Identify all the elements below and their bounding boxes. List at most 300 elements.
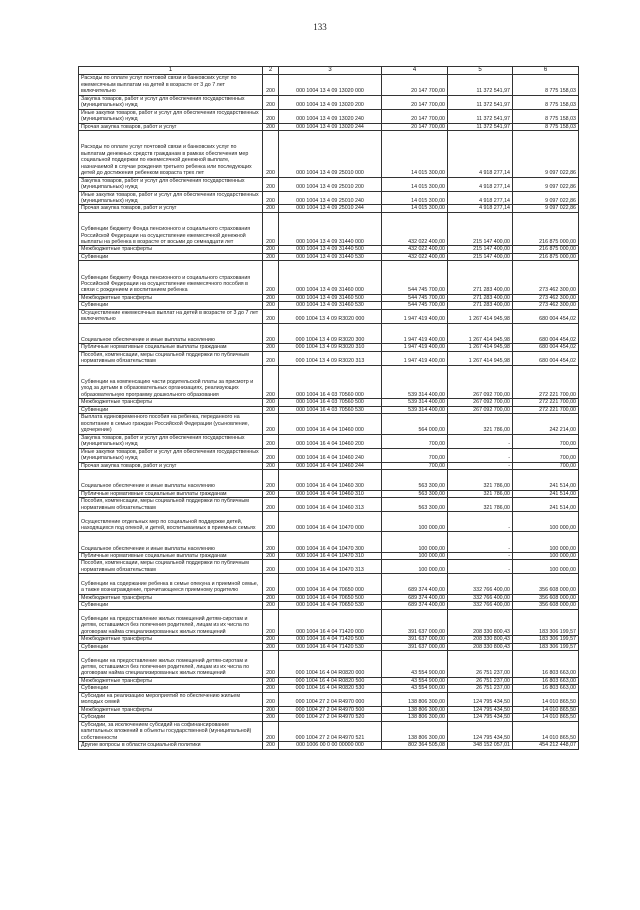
table-row — [79, 470, 579, 491]
column-header: 2 — [263, 67, 279, 75]
row-classification-code-cell: 000 1004 13 4 09 31440 000 — [279, 212, 382, 246]
row-executed-amount-cell: 1 267 414 945,98 — [448, 323, 513, 344]
row-unexecuted-amount-cell: 272 221 700,00 — [513, 399, 579, 407]
row-executed-amount-cell: 26 751 237,00 — [448, 685, 513, 693]
table-row — [79, 205, 579, 213]
row-code-cell: 200 — [263, 651, 279, 678]
table-row — [79, 511, 579, 532]
row-unexecuted-amount-cell: 700,00 — [513, 448, 579, 462]
row-executed-amount-cell: - — [448, 434, 513, 448]
row-executed-amount-cell: 267 092 700,00 — [448, 365, 513, 399]
row-classification-code-cell: 000 1004 13 4 09 13020 240 — [279, 109, 382, 123]
row-name-cell: Субвенции на предоставление жилых помещений детям-сиротам и детям, оставшимся без попечения родителей, лицам из их числа по договорам найма специализированных жилых помещений — [79, 651, 263, 678]
row-name-cell: Прочая закупка товаров, работ и услуг — [79, 205, 263, 213]
row-name-cell: Субвенции — [79, 643, 263, 651]
row-unexecuted-amount-cell: 680 004 454,02 — [513, 344, 579, 352]
row-name-cell: Субвенции — [79, 685, 263, 693]
row-executed-amount-cell: - — [448, 462, 513, 470]
row-approved-amount-cell: 14 015 300,00 — [382, 205, 448, 213]
row-executed-amount-cell: - — [448, 511, 513, 532]
row-executed-amount-cell: 321 786,00 — [448, 498, 513, 512]
row-code-cell: 200 — [263, 636, 279, 644]
row-unexecuted-amount-cell: 16 803 663,00 — [513, 651, 579, 678]
row-classification-code-cell: 000 1004 27 2 04 R4970 520 — [279, 714, 382, 722]
budget-table — [78, 66, 579, 750]
row-executed-amount-cell: - — [448, 552, 513, 560]
row-code-cell: 200 — [263, 574, 279, 595]
row-unexecuted-amount-cell: 14 010 865,50 — [513, 714, 579, 722]
row-code-cell: 200 — [263, 205, 279, 213]
row-executed-amount-cell: 321 786,00 — [448, 414, 513, 435]
table-row — [79, 714, 579, 722]
row-code-cell: 200 — [263, 560, 279, 574]
row-code-cell: 200 — [263, 692, 279, 706]
row-unexecuted-amount-cell: 356 608 000,00 — [513, 594, 579, 602]
row-executed-amount-cell: 332 766 400,00 — [448, 594, 513, 602]
row-code-cell: 200 — [263, 532, 279, 553]
table-row — [79, 191, 579, 205]
row-executed-amount-cell: 1 267 414 945,98 — [448, 351, 513, 365]
row-name-cell: Публичные нормативные социальные выплаты гражданам — [79, 344, 263, 352]
row-executed-amount-cell: 11 372 541,97 — [448, 109, 513, 123]
row-classification-code-cell: 000 1004 13 4 09 R3020 310 — [279, 344, 382, 352]
row-name-cell: Расходы по оплате услуг почтовой связи и банковских услуг по выплатам денежных средств гражданам в рамках обеспечения мер социальной поддержки по ежемесячной денежной выплате, назначаемой в случае рождения третьего ребенка или последующих детей до достижения ребенком возраста трех лет — [79, 131, 263, 178]
row-code-cell: 200 — [263, 470, 279, 491]
row-code-cell: 200 — [263, 95, 279, 109]
row-approved-amount-cell: 43 554 900,00 — [382, 651, 448, 678]
row-executed-amount-cell: 348 152 057,01 — [448, 742, 513, 750]
row-unexecuted-amount-cell: 16 803 663,00 — [513, 685, 579, 693]
row-unexecuted-amount-cell: 216 875 000,00 — [513, 212, 579, 246]
row-unexecuted-amount-cell: 183 306 199,57 — [513, 609, 579, 636]
row-executed-amount-cell: 271 283 400,00 — [448, 294, 513, 302]
row-executed-amount-cell: 208 330 800,43 — [448, 609, 513, 636]
row-unexecuted-amount-cell: 680 004 454,02 — [513, 351, 579, 365]
row-executed-amount-cell: 271 283 400,00 — [448, 261, 513, 295]
table-row — [79, 323, 579, 344]
row-approved-amount-cell: 100 000,00 — [382, 532, 448, 553]
row-approved-amount-cell: 544 745 700,00 — [382, 261, 448, 295]
row-unexecuted-amount-cell: 14 010 865,50 — [513, 692, 579, 706]
row-unexecuted-amount-cell: 273 462 300,00 — [513, 294, 579, 302]
row-name-cell: Расходы по оплате услуг почтовой связи и банковских услуг по ежемесячным выплатам на детей в возрасте от 3 до 7 лет включительно — [79, 75, 263, 96]
row-name-cell: Субвенции бюджету Фонда пенсионного и социального страхования Российской Федерации на осуществление ежемесячной денежной выплаты на ребенка в возрасте от восьми до семнадцати лет — [79, 212, 263, 246]
row-executed-amount-cell: 11 372 541,97 — [448, 75, 513, 96]
row-name-cell: Пособия, компенсации, меры социальной поддержки по публичным нормативным обязательствам — [79, 351, 263, 365]
row-unexecuted-amount-cell: 242 214,00 — [513, 414, 579, 435]
row-executed-amount-cell: 208 330 800,43 — [448, 636, 513, 644]
row-approved-amount-cell: 689 374 400,00 — [382, 594, 448, 602]
row-unexecuted-amount-cell: 700,00 — [513, 462, 579, 470]
row-unexecuted-amount-cell: 183 306 199,57 — [513, 636, 579, 644]
row-approved-amount-cell: 391 637 000,00 — [382, 609, 448, 636]
row-code-cell: 200 — [263, 742, 279, 750]
table-row — [79, 560, 579, 574]
row-name-cell: Иные закупки товаров, работ и услуг для обеспечения государственных (муниципальных) нужд — [79, 109, 263, 123]
row-unexecuted-amount-cell: 14 010 865,50 — [513, 706, 579, 714]
row-unexecuted-amount-cell: 356 608 000,00 — [513, 574, 579, 595]
row-name-cell: Субвенции на предоставление жилых помещений детям-сиротам и детям, оставшимся без попечения родителей, лицам из их числа по договорам найма специализированных жилых помещений — [79, 609, 263, 636]
row-classification-code-cell: 000 1004 16 4 04 10470 300 — [279, 532, 382, 553]
row-approved-amount-cell: 1 947 419 400,00 — [382, 323, 448, 344]
row-approved-amount-cell: 539 314 400,00 — [382, 406, 448, 414]
row-code-cell: 200 — [263, 706, 279, 714]
row-name-cell: Субсидии, за исключением субсидий на софинансирование капитальных вложений в объекты государственной (муниципальной) собственности — [79, 721, 263, 742]
row-executed-amount-cell: 124 795 434,50 — [448, 706, 513, 714]
row-classification-code-cell: 000 1004 16 4 04 10460 244 — [279, 462, 382, 470]
row-code-cell: 200 — [263, 309, 279, 323]
row-unexecuted-amount-cell: 700,00 — [513, 434, 579, 448]
row-approved-amount-cell: 14 015 300,00 — [382, 131, 448, 178]
row-classification-code-cell: 000 1004 16 4 04 10460 310 — [279, 490, 382, 498]
column-header: 4 — [382, 67, 448, 75]
row-classification-code-cell: 000 1004 27 2 04 R4970 500 — [279, 706, 382, 714]
table-row — [79, 602, 579, 610]
row-unexecuted-amount-cell: 273 462 300,00 — [513, 261, 579, 295]
table-row — [79, 490, 579, 498]
row-approved-amount-cell: 432 022 400,00 — [382, 212, 448, 246]
row-classification-code-cell: 000 1004 16 4 03 70560 000 — [279, 365, 382, 399]
row-approved-amount-cell: 20 147 700,00 — [382, 95, 448, 109]
row-classification-code-cell: 000 1004 13 4 09 31460 500 — [279, 294, 382, 302]
row-code-cell: 200 — [263, 406, 279, 414]
row-executed-amount-cell: 4 918 277,14 — [448, 205, 513, 213]
row-unexecuted-amount-cell: 454 212 448,07 — [513, 742, 579, 750]
row-name-cell: Субсидии — [79, 714, 263, 722]
row-code-cell: 200 — [263, 399, 279, 407]
row-unexecuted-amount-cell: 100 000,00 — [513, 552, 579, 560]
row-approved-amount-cell: 700,00 — [382, 434, 448, 448]
row-name-cell: Межбюджетные трансферты — [79, 706, 263, 714]
row-executed-amount-cell: - — [448, 448, 513, 462]
row-name-cell: Субвенции — [79, 253, 263, 261]
row-classification-code-cell: 000 1004 16 4 04 10460 300 — [279, 470, 382, 491]
row-name-cell: Межбюджетные трансферты — [79, 294, 263, 302]
row-approved-amount-cell: 539 314 400,00 — [382, 365, 448, 399]
row-approved-amount-cell: 20 147 700,00 — [382, 109, 448, 123]
row-executed-amount-cell: - — [448, 532, 513, 553]
row-classification-code-cell: 000 1006 00 0 00 00000 000 — [279, 742, 382, 750]
table-row — [79, 212, 579, 246]
row-approved-amount-cell: 43 554 900,00 — [382, 677, 448, 685]
row-approved-amount-cell: 563 300,00 — [382, 470, 448, 491]
table-row — [79, 677, 579, 685]
row-code-cell: 200 — [263, 643, 279, 651]
row-code-cell: 200 — [263, 609, 279, 636]
row-approved-amount-cell: 1 947 419 400,00 — [382, 344, 448, 352]
row-executed-amount-cell: 321 786,00 — [448, 490, 513, 498]
row-unexecuted-amount-cell: 9 097 022,86 — [513, 131, 579, 178]
row-code-cell: 200 — [263, 123, 279, 131]
row-code-cell: 200 — [263, 261, 279, 295]
row-executed-amount-cell: 1 267 414 945,98 — [448, 309, 513, 323]
row-approved-amount-cell: 544 745 700,00 — [382, 302, 448, 310]
table-header-row — [79, 67, 579, 75]
row-name-cell: Субвенции — [79, 302, 263, 310]
row-name-cell: Публичные нормативные социальные выплаты гражданам — [79, 552, 263, 560]
table-row — [79, 721, 579, 742]
row-unexecuted-amount-cell: 680 004 454,02 — [513, 323, 579, 344]
row-classification-code-cell: 000 1004 27 2 04 R4970 521 — [279, 721, 382, 742]
column-header: 5 — [448, 67, 513, 75]
row-code-cell: 200 — [263, 191, 279, 205]
row-approved-amount-cell: 100 000,00 — [382, 552, 448, 560]
row-code-cell: 200 — [263, 498, 279, 512]
row-executed-amount-cell: 267 092 700,00 — [448, 399, 513, 407]
row-approved-amount-cell: 1 947 419 400,00 — [382, 351, 448, 365]
row-executed-amount-cell: 124 795 434,50 — [448, 692, 513, 706]
row-executed-amount-cell: 215 147 400,00 — [448, 253, 513, 261]
row-approved-amount-cell: 138 806 300,00 — [382, 721, 448, 742]
row-approved-amount-cell: 689 374 400,00 — [382, 602, 448, 610]
row-approved-amount-cell: 564 000,00 — [382, 414, 448, 435]
table-row — [79, 609, 579, 636]
row-classification-code-cell: 000 1004 16 4 04 70650 530 — [279, 602, 382, 610]
row-approved-amount-cell: 100 000,00 — [382, 560, 448, 574]
row-code-cell: 200 — [263, 685, 279, 693]
row-code-cell: 200 — [263, 714, 279, 722]
table-row — [79, 462, 579, 470]
row-executed-amount-cell: 215 147 400,00 — [448, 212, 513, 246]
row-classification-code-cell: 000 1004 13 4 09 13020 244 — [279, 123, 382, 131]
row-name-cell: Другие вопросы в области социальной политики — [79, 742, 263, 750]
row-name-cell: Социальное обеспечение и иные выплаты населению — [79, 470, 263, 491]
row-executed-amount-cell: 11 372 541,97 — [448, 95, 513, 109]
row-code-cell: 200 — [263, 490, 279, 498]
row-executed-amount-cell: - — [448, 560, 513, 574]
row-unexecuted-amount-cell: 8 775 158,03 — [513, 95, 579, 109]
row-code-cell: 200 — [263, 302, 279, 310]
column-header: 1 — [79, 67, 263, 75]
row-classification-code-cell: 000 1004 16 4 03 70560 500 — [279, 399, 382, 407]
table-row — [79, 651, 579, 678]
row-code-cell: 200 — [263, 462, 279, 470]
table-row — [79, 399, 579, 407]
row-code-cell: 200 — [263, 552, 279, 560]
table-row — [79, 75, 579, 96]
row-unexecuted-amount-cell: 16 803 663,00 — [513, 677, 579, 685]
row-executed-amount-cell: 1 267 414 945,98 — [448, 344, 513, 352]
row-executed-amount-cell: 321 786,00 — [448, 470, 513, 491]
table-row — [79, 636, 579, 644]
row-code-cell: 200 — [263, 294, 279, 302]
row-name-cell: Субвенции — [79, 602, 263, 610]
row-name-cell: Субвенции на компенсацию части родительской платы за присмотр и уход за детьми в образовательных организациях, реализующих образовательную программу дошкольного образования — [79, 365, 263, 399]
row-approved-amount-cell: 563 300,00 — [382, 490, 448, 498]
row-classification-code-cell: 000 1004 13 4 09 31440 530 — [279, 253, 382, 261]
row-executed-amount-cell: 124 795 434,50 — [448, 721, 513, 742]
table-row — [79, 742, 579, 750]
table-row — [79, 643, 579, 651]
row-code-cell: 200 — [263, 212, 279, 246]
row-unexecuted-amount-cell: 273 462 300,00 — [513, 302, 579, 310]
row-name-cell: Межбюджетные трансферты — [79, 677, 263, 685]
row-classification-code-cell: 000 1004 13 4 09 R3020 300 — [279, 323, 382, 344]
row-name-cell: Межбюджетные трансферты — [79, 246, 263, 254]
row-name-cell: Межбюджетные трансферты — [79, 594, 263, 602]
table-row — [79, 95, 579, 109]
table-row — [79, 685, 579, 693]
row-classification-code-cell: 000 1004 13 4 09 31460 000 — [279, 261, 382, 295]
row-classification-code-cell: 000 1004 16 4 04 71420 530 — [279, 643, 382, 651]
row-code-cell: 200 — [263, 253, 279, 261]
row-name-cell: Прочая закупка товаров, работ и услуг — [79, 123, 263, 131]
row-code-cell: 200 — [263, 434, 279, 448]
row-name-cell: Субсидии на реализацию мероприятий по обеспечению жильем молодых семей — [79, 692, 263, 706]
row-code-cell: 200 — [263, 131, 279, 178]
column-header: 6 — [513, 67, 579, 75]
row-approved-amount-cell: 100 000,00 — [382, 511, 448, 532]
table-row — [79, 351, 579, 365]
row-unexecuted-amount-cell: 680 004 454,02 — [513, 309, 579, 323]
row-executed-amount-cell: 4 918 277,14 — [448, 191, 513, 205]
row-classification-code-cell: 000 1004 13 4 09 25010 240 — [279, 191, 382, 205]
row-executed-amount-cell: 271 283 400,00 — [448, 302, 513, 310]
table-row — [79, 365, 579, 399]
row-name-cell: Иные закупки товаров, работ и услуг для обеспечения государственных (муниципальных) нужд — [79, 191, 263, 205]
row-approved-amount-cell: 138 806 300,00 — [382, 692, 448, 706]
row-approved-amount-cell: 391 637 000,00 — [382, 643, 448, 651]
row-code-cell: 200 — [263, 109, 279, 123]
row-unexecuted-amount-cell: 9 097 022,86 — [513, 177, 579, 191]
row-classification-code-cell: 000 1004 16 4 04 10470 310 — [279, 552, 382, 560]
row-classification-code-cell: 000 1004 16 4 04 10470 000 — [279, 511, 382, 532]
table-row — [79, 706, 579, 714]
row-classification-code-cell: 000 1004 16 4 04 R0820 000 — [279, 651, 382, 678]
row-code-cell: 200 — [263, 177, 279, 191]
table-row — [79, 294, 579, 302]
table-row — [79, 594, 579, 602]
row-code-cell: 200 — [263, 351, 279, 365]
table-row — [79, 131, 579, 178]
row-classification-code-cell: 000 1004 16 4 04 10460 313 — [279, 498, 382, 512]
table-row — [79, 123, 579, 131]
table-row — [79, 448, 579, 462]
row-approved-amount-cell: 802 364 505,08 — [382, 742, 448, 750]
row-name-cell: Субвенции — [79, 406, 263, 414]
row-classification-code-cell: 000 1004 16 4 04 10470 313 — [279, 560, 382, 574]
row-code-cell: 200 — [263, 677, 279, 685]
row-unexecuted-amount-cell: 356 608 000,00 — [513, 602, 579, 610]
row-classification-code-cell: 000 1004 13 4 09 13020 200 — [279, 95, 382, 109]
row-code-cell: 200 — [263, 721, 279, 742]
row-executed-amount-cell: 26 751 237,00 — [448, 677, 513, 685]
row-classification-code-cell: 000 1004 13 4 09 31460 530 — [279, 302, 382, 310]
table-row — [79, 414, 579, 435]
row-classification-code-cell: 000 1004 13 4 09 13020 000 — [279, 75, 382, 96]
row-executed-amount-cell: 332 766 400,00 — [448, 602, 513, 610]
row-approved-amount-cell: 689 374 400,00 — [382, 574, 448, 595]
row-code-cell: 200 — [263, 602, 279, 610]
row-name-cell: Субвенции на содержание ребенка в семье опекуна и приемной семье, а также вознаграждение, причитающееся приемному родителю — [79, 574, 263, 595]
row-name-cell: Осуществление ежемесячных выплат на детей в возрасте от 3 до 7 лет включительно — [79, 309, 263, 323]
row-classification-code-cell: 000 1004 16 4 03 70560 530 — [279, 406, 382, 414]
row-approved-amount-cell: 14 015 300,00 — [382, 177, 448, 191]
row-name-cell: Прочая закупка товаров, работ и услуг — [79, 462, 263, 470]
row-classification-code-cell: 000 1004 13 4 09 25010 244 — [279, 205, 382, 213]
row-classification-code-cell: 000 1004 16 4 04 70650 500 — [279, 594, 382, 602]
table-row — [79, 552, 579, 560]
row-classification-code-cell: 000 1004 16 4 04 R0820 530 — [279, 685, 382, 693]
row-code-cell: 200 — [263, 75, 279, 96]
row-name-cell: Осуществление отдельных мер по социальной поддержке детей, находящихся под опекой, и детей, воспитываемых в приемных семьях — [79, 511, 263, 532]
row-name-cell: Пособия, компенсации, меры социальной поддержки по публичным нормативным обязательствам — [79, 498, 263, 512]
row-approved-amount-cell: 700,00 — [382, 462, 448, 470]
table-row — [79, 246, 579, 254]
row-executed-amount-cell: 215 147 400,00 — [448, 246, 513, 254]
row-unexecuted-amount-cell: 216 875 000,00 — [513, 246, 579, 254]
row-classification-code-cell: 000 1004 13 4 09 R3020 313 — [279, 351, 382, 365]
row-classification-code-cell: 000 1004 13 4 09 R3020 000 — [279, 309, 382, 323]
row-name-cell: Закупка товаров, работ и услуг для обеспечения государственных (муниципальных) нужд — [79, 95, 263, 109]
row-name-cell: Закупка товаров, работ и услуг для обеспечения государственных (муниципальных) нужд — [79, 434, 263, 448]
row-executed-amount-cell: 267 092 700,00 — [448, 406, 513, 414]
row-code-cell: 200 — [263, 511, 279, 532]
row-code-cell: 200 — [263, 448, 279, 462]
row-approved-amount-cell: 391 637 000,00 — [382, 636, 448, 644]
row-classification-code-cell: 000 1004 13 4 09 25010 200 — [279, 177, 382, 191]
column-header: 3 — [279, 67, 382, 75]
table-row — [79, 309, 579, 323]
row-code-cell: 200 — [263, 344, 279, 352]
row-unexecuted-amount-cell: 272 221 700,00 — [513, 406, 579, 414]
row-classification-code-cell: 000 1004 13 4 09 31440 500 — [279, 246, 382, 254]
row-code-cell: 200 — [263, 323, 279, 344]
row-name-cell: Публичные нормативные социальные выплаты гражданам — [79, 490, 263, 498]
row-approved-amount-cell: 138 806 300,00 — [382, 714, 448, 722]
row-unexecuted-amount-cell: 8 775 158,03 — [513, 109, 579, 123]
row-unexecuted-amount-cell: 272 221 700,00 — [513, 365, 579, 399]
row-unexecuted-amount-cell: 100 000,00 — [513, 532, 579, 553]
table-row — [79, 692, 579, 706]
row-approved-amount-cell: 20 147 700,00 — [382, 123, 448, 131]
row-classification-code-cell: 000 1004 16 4 04 10460 240 — [279, 448, 382, 462]
row-unexecuted-amount-cell: 241 514,00 — [513, 490, 579, 498]
row-classification-code-cell: 000 1004 27 2 04 R4970 000 — [279, 692, 382, 706]
row-classification-code-cell: 000 1004 16 4 04 70650 000 — [279, 574, 382, 595]
table-row — [79, 532, 579, 553]
row-executed-amount-cell: 124 795 434,50 — [448, 714, 513, 722]
row-name-cell: Социальное обеспечение и иные выплаты населению — [79, 532, 263, 553]
row-classification-code-cell: 000 1004 16 4 04 71420 000 — [279, 609, 382, 636]
row-classification-code-cell: 000 1004 16 4 04 10460 200 — [279, 434, 382, 448]
row-approved-amount-cell: 14 015 300,00 — [382, 191, 448, 205]
row-code-cell: 200 — [263, 365, 279, 399]
row-unexecuted-amount-cell: 241 514,00 — [513, 470, 579, 491]
row-unexecuted-amount-cell: 100 000,00 — [513, 511, 579, 532]
row-executed-amount-cell: 4 918 277,14 — [448, 177, 513, 191]
row-executed-amount-cell: 26 751 237,00 — [448, 651, 513, 678]
table-row — [79, 302, 579, 310]
row-name-cell: Иные закупки товаров, работ и услуг для обеспечения государственных (муниципальных) нужд — [79, 448, 263, 462]
row-approved-amount-cell: 544 745 700,00 — [382, 294, 448, 302]
table-row — [79, 498, 579, 512]
row-unexecuted-amount-cell: 8 775 158,03 — [513, 75, 579, 96]
row-approved-amount-cell: 20 147 700,00 — [382, 75, 448, 96]
row-approved-amount-cell: 432 022 400,00 — [382, 246, 448, 254]
row-unexecuted-amount-cell: 183 306 199,57 — [513, 643, 579, 651]
table-row — [79, 344, 579, 352]
row-name-cell: Межбюджетные трансферты — [79, 399, 263, 407]
row-code-cell: 200 — [263, 594, 279, 602]
row-executed-amount-cell: 332 766 400,00 — [448, 574, 513, 595]
row-unexecuted-amount-cell: 100 000,00 — [513, 560, 579, 574]
row-code-cell: 200 — [263, 414, 279, 435]
row-executed-amount-cell: 4 918 277,14 — [448, 131, 513, 178]
row-code-cell: 200 — [263, 246, 279, 254]
row-name-cell: Субвенции бюджету Фонда пенсионного и социального страхования Российской Федерации на осуществление ежемесячного пособия в связи с рождением и воспитанием ребенка — [79, 261, 263, 295]
row-name-cell: Социальное обеспечение и иные выплаты населению — [79, 323, 263, 344]
